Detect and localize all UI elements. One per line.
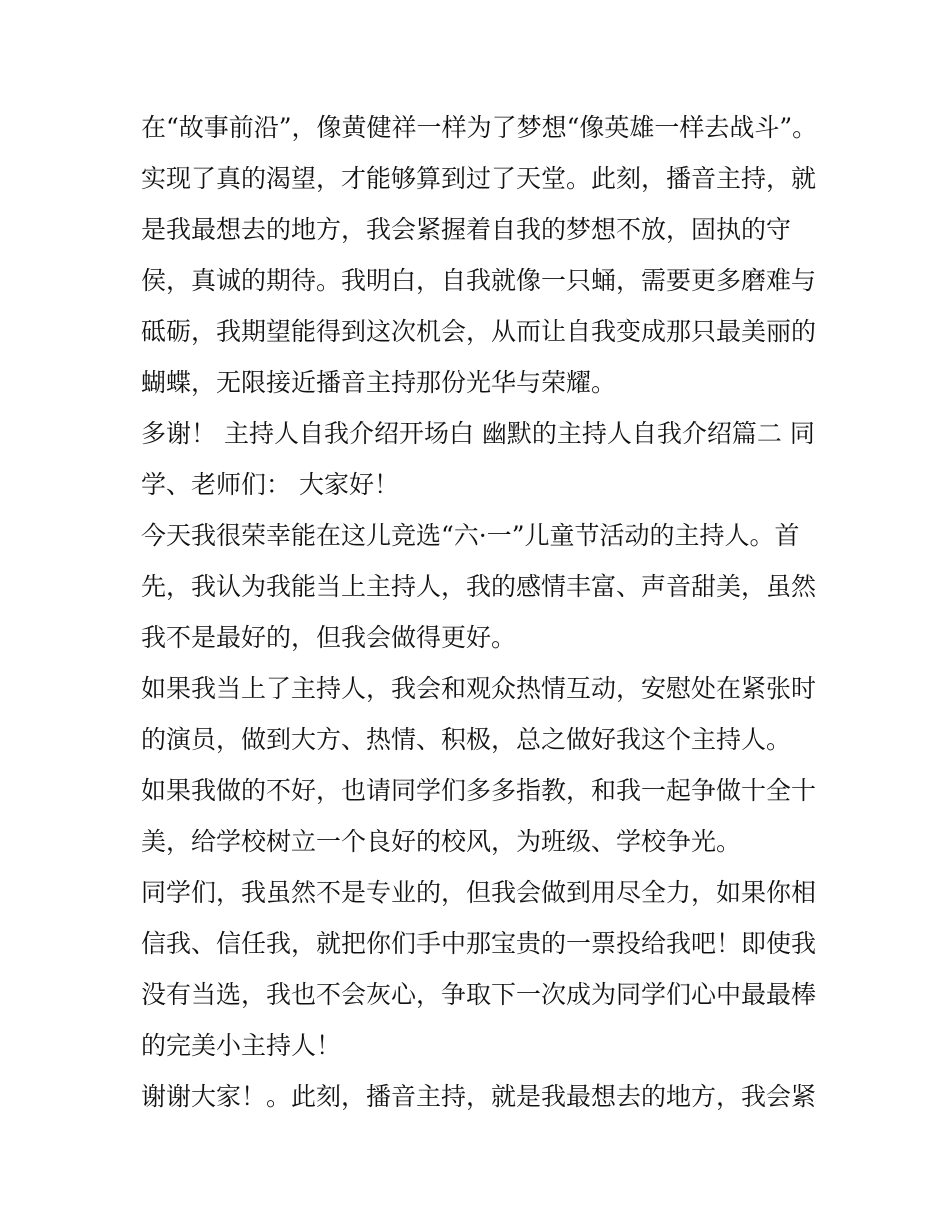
text-line: 砥砺，我期望能得到这次机会，从而让自我变成那只最美丽的 <box>141 317 817 346</box>
text-line: 同学们，我虽然不是专业的，但我会做到用尽全力，如果你相 <box>141 878 817 907</box>
document-body-text <box>141 102 818 1122</box>
text-line: 的演员，做到大方、热情、积极，总之做好我这个主持人。 <box>141 725 792 754</box>
text-line: 是我最想去的地方，我会紧握着自我的梦想不放，固执的守 <box>141 215 792 244</box>
text-line: 信我、信任我，就把你们手中那宝贵的一票投给我吧！即使我 <box>141 929 817 958</box>
text-line: 美，给学校树立一个良好的校风，为班级、学校争光。 <box>141 827 742 856</box>
text-line: 在“故事前沿”，像黄健祥一样为了梦想“像英雄一样去战斗”。 <box>141 113 818 142</box>
text-line: 先，我认为我能当上主持人，我的感情丰富、声音甜美，虽然 <box>141 572 817 601</box>
text-line: 我不是最好的，但我会做得更好。 <box>141 623 517 652</box>
text-line: 今天我很荣幸能在这儿竞选“六·一”儿童节活动的主持人。首 <box>141 521 800 550</box>
text-line: 侯，真诚的期待。我明白，自我就像一只蛹，需要更多磨难与 <box>141 266 817 295</box>
text-line: 的完美小主持人！ <box>141 1031 342 1060</box>
text-line: 实现了真的渴望，才能够算到过了天堂。此刻，播音主持，就 <box>141 164 817 193</box>
text-line: 如果我做的不好，也请同学们多多指教，和我一起争做十全十 <box>141 776 817 805</box>
text-line: 蝴蝶，无限接近播音主持那份光华与荣耀。 <box>141 368 617 397</box>
text-line: 如果我当上了主持人，我会和观众热情互动，安慰处在紧张时 <box>141 674 817 703</box>
text-line: 学、老师们： 大家好！ <box>141 470 399 499</box>
text-line: 没有当选，我也不会灰心，争取下一次成为同学们心中最最棒 <box>141 980 817 1009</box>
text-line: 谢谢大家！。此刻，播音主持，就是我最想去的地方，我会紧 <box>141 1082 817 1111</box>
text-line: 多谢！ 主持人自我介绍开场白 幽默的主持人自我介绍篇二 同 <box>141 419 815 448</box>
